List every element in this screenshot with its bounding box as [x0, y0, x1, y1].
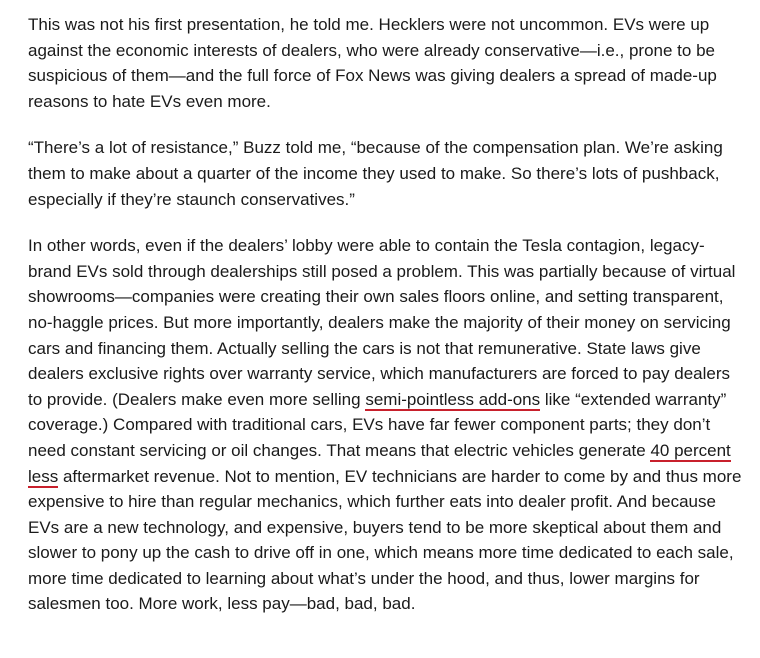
- paragraph-text-segment: aftermarket revenue. Not to mention, EV technicians are harder to come by and thus more expensive to hire than regular mechanics, which further eats into dealer profit. And because EVs are a new technology, and expensive, buyers tend to be more skeptical about them and slower to pony up the cash to drive off in one, which means more time dedicated to each sale, more time dedicated to learning about what’s under the hood, and thus, lower margins for salesmen too. More work, less pay—bad, bad, bad.: [28, 466, 742, 614]
- paragraph-other-words: [28, 233, 746, 617]
- paragraph-presentation: This was not his first presentation, he told me. Hecklers were not uncommon. EVs were up against the economic interests of dealers, who were already conservative—i.e., prone to be suspicious of them—and the full force of Fox News was giving dealers a spread of made-up reasons to hate EVs even more.: [28, 15, 717, 111]
- article-body: [28, 12, 746, 617]
- forty-percent-less-link[interactable]: 40 percent less: [28, 440, 731, 486]
- semi-pointless-add-ons-link[interactable]: semi-pointless add-ons: [365, 389, 541, 409]
- paragraph-text-segment: In other words, even if the dealers’ lobby were able to contain the Tesla contagion, legacy-brand EVs sold through dealerships still posed a problem. This was partially because of virtual showrooms—companies were creating their own sales floors online, and setting transparent, no-haggle prices. But more importantly, dealers make the majority of their money on servicing cars and financing them. Actually selling the cars is not that remunerative. State laws give dealers exclusive rights over warranty service, which manufacturers are forced to pay dealers to provide. (Dealers make even more selling: [28, 236, 736, 409]
- paragraph-buzz-quote: “There’s a lot of resistance,” Buzz told me, “because of the compensation plan. We’re asking them to make about a quarter of the income they used to make. So there’s lots of pushback, especially if they’re staunch conservatives.”: [28, 138, 723, 209]
- paragraph-text-segment: like “extended warranty” coverage.) Compared with traditional cars, EVs have far fewer component parts; they don’t need constant servicing or oil changes. That means that electric vehicles generate: [28, 389, 727, 460]
